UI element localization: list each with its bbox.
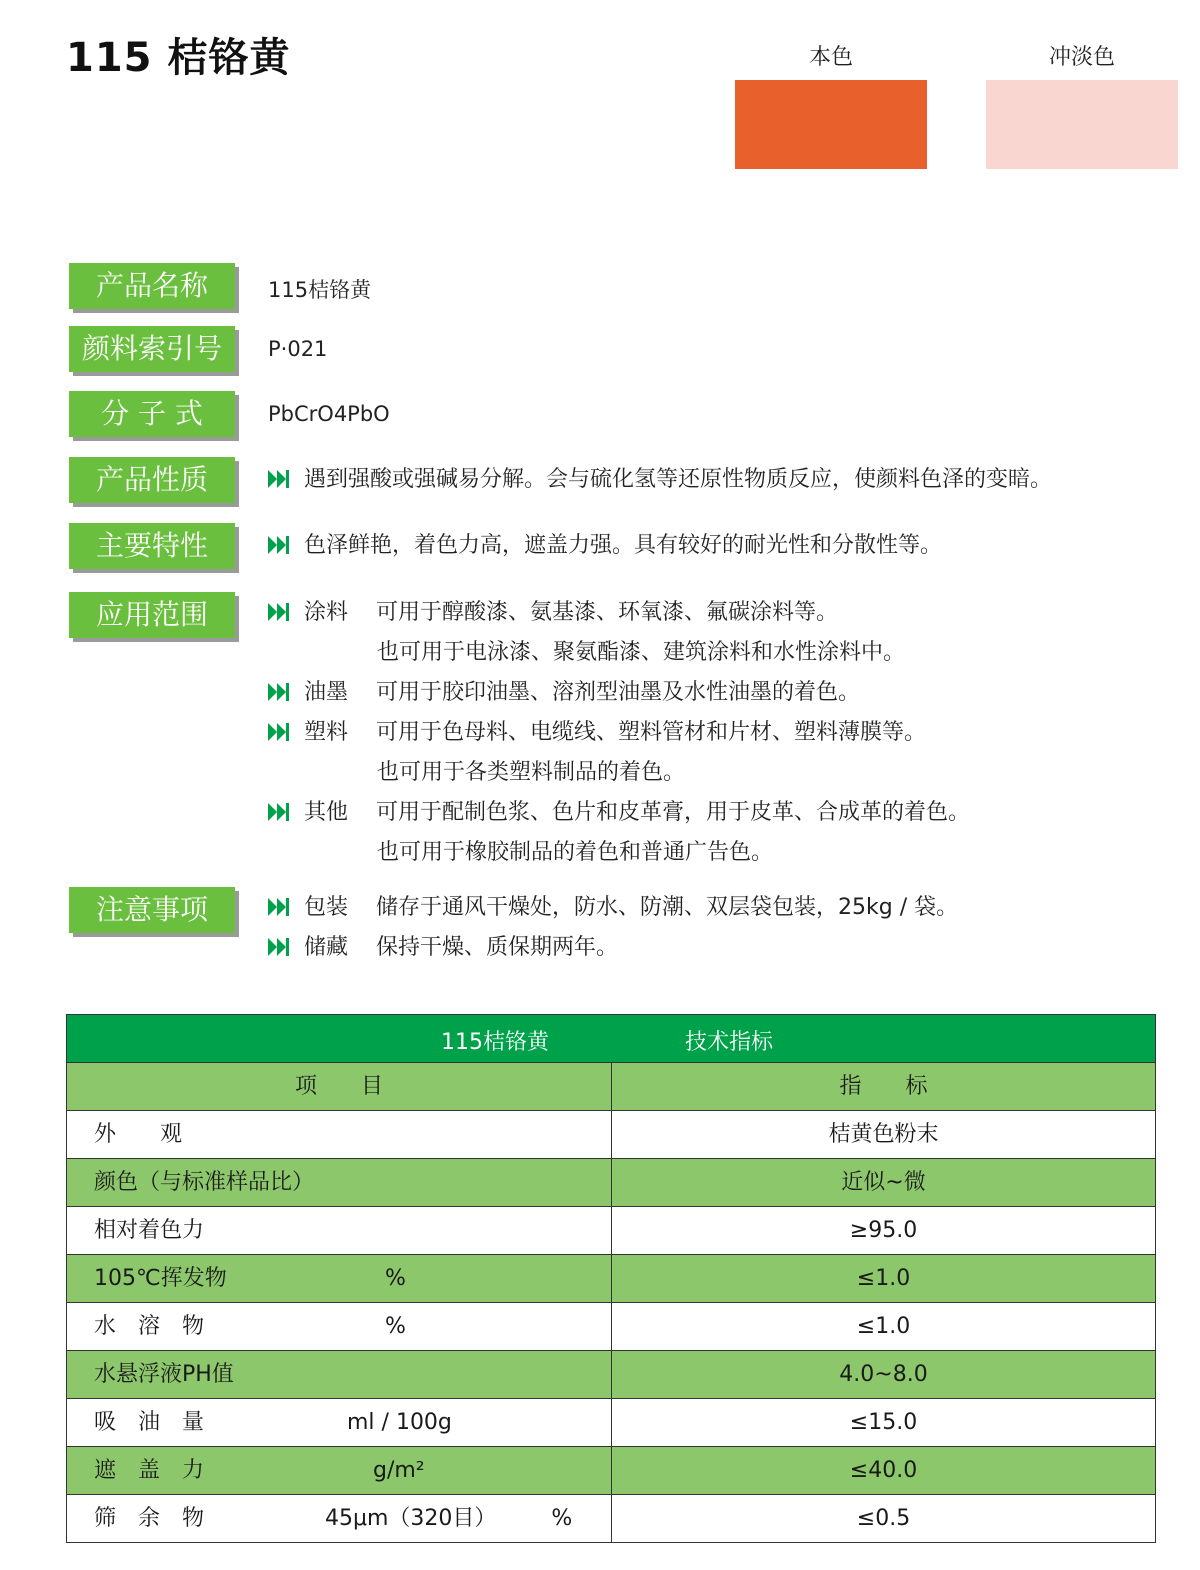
label-formula: 分 子 式 <box>69 391 235 437</box>
table-row <box>67 1159 1155 1207</box>
table-row <box>67 1303 1155 1351</box>
application-name: 塑料 <box>304 720 349 745</box>
table-row <box>67 1495 1155 1542</box>
fast-forward-icon <box>268 938 290 956</box>
table-row <box>67 1255 1155 1303</box>
label-product-name: 产品名称 <box>69 263 235 309</box>
row-item: 相对着色力 <box>67 1207 612 1254</box>
properties-text: 遇到强酸或强碱易分解。会与硫化氢等还原性物质反应，使颜料色泽的变暗。 <box>304 467 1053 492</box>
swatch-label-tint: 冲淡色 <box>1048 45 1115 70</box>
note-item-storage <box>268 933 618 963</box>
table-row <box>67 1447 1155 1495</box>
table-column-header <box>67 1063 1155 1111</box>
fast-forward-icon <box>268 470 290 488</box>
table-row <box>67 1351 1155 1399</box>
application-name: 其他 <box>304 800 349 825</box>
pigment-index-value: P·021 <box>268 337 328 361</box>
application-text: 可用于配制色浆、色片和皮革膏，用于皮革、合成革的着色。 <box>376 800 971 825</box>
application-text: 可用于色母料、电缆线、塑料管材和片材、塑料薄膜等。 <box>376 720 927 745</box>
swatch-base-color <box>735 80 927 169</box>
row-item: 外 观 <box>67 1111 612 1158</box>
application-name: 油墨 <box>304 680 349 705</box>
application-item-other <box>268 798 970 828</box>
note-item-packaging <box>268 893 958 923</box>
fast-forward-icon <box>268 683 290 701</box>
row-item: 吸 油 量 <box>94 1410 205 1435</box>
fast-forward-icon <box>268 898 290 916</box>
application-item-coatings <box>268 598 838 628</box>
fast-forward-icon <box>268 536 290 554</box>
row-value: ≤1.0 <box>856 1314 911 1339</box>
row-item-cell <box>67 1495 612 1542</box>
application-name: 涂料 <box>304 600 349 625</box>
row-item: 水悬浮液PH值 <box>67 1351 612 1398</box>
row-item: 颜色（与标准样品比） <box>67 1159 612 1206</box>
label-properties: 产品性质 <box>69 457 235 503</box>
row-item-cell <box>67 1447 612 1494</box>
features-row <box>268 531 942 561</box>
row-value: ≤40.0 <box>849 1458 918 1483</box>
table-title-product: 115桔铬黄 <box>441 1030 549 1055</box>
features-text: 色泽鲜艳，着色力高，遮盖力强。具有较好的耐光性和分散性等。 <box>304 533 943 558</box>
row-unit: 45μm（320目） % <box>325 1506 573 1531</box>
row-unit: ml / 100g <box>347 1410 452 1435</box>
application-text: 可用于醇酸漆、氨基漆、环氧漆、氟碳涂料等。 <box>376 600 839 625</box>
note-text: 储存于通风干燥处，防水、防潮、双层袋包装，25kg / 袋。 <box>376 895 959 920</box>
application-text: 可用于胶印油墨、溶剂型油墨及水性油墨的着色。 <box>376 680 861 705</box>
product-name-value: 115桔铬黄 <box>268 278 372 302</box>
label-pigment-index: 颜料索引号 <box>69 326 235 372</box>
properties-row <box>268 465 1052 495</box>
fast-forward-icon <box>268 603 290 621</box>
row-item: 筛 余 物 <box>94 1506 205 1531</box>
row-item: 水 溶 物 <box>94 1314 205 1339</box>
label-features: 主要特性 <box>69 523 235 569</box>
row-value: ≤1.0 <box>856 1266 911 1291</box>
column-value-header: 指 标 <box>839 1074 928 1099</box>
page-title: 115 桔铬黄 <box>66 35 291 81</box>
label-notes: 注意事项 <box>69 887 235 933</box>
row-value: 桔黄色粉末 <box>828 1122 939 1147</box>
table-row <box>67 1207 1155 1255</box>
formula-value: PbCrO4PbO <box>268 402 390 426</box>
table-title-row <box>67 1015 1155 1063</box>
swatch-label-base: 本色 <box>808 45 853 70</box>
application-item-plastics <box>268 718 926 748</box>
note-name: 储藏 <box>304 935 349 960</box>
row-unit: % <box>385 1266 406 1291</box>
row-unit: g/m² <box>373 1458 425 1483</box>
row-value: ≥95.0 <box>849 1218 918 1243</box>
row-value: 近似~微 <box>841 1170 926 1195</box>
row-item: 遮 盖 力 <box>94 1458 205 1483</box>
swatch-tint-color <box>986 80 1178 169</box>
fast-forward-icon <box>268 723 290 741</box>
table-row <box>67 1111 1155 1159</box>
row-item-cell <box>67 1399 612 1446</box>
row-value: ≤0.5 <box>856 1506 911 1531</box>
note-name: 包装 <box>304 895 349 920</box>
spec-table <box>66 1014 1156 1543</box>
table-title-spec: 技术指标 <box>685 1030 774 1055</box>
label-applications: 应用范围 <box>69 592 235 638</box>
table-row <box>67 1399 1155 1447</box>
application-text-cont: 也可用于橡胶制品的着色和普通广告色。 <box>377 840 774 865</box>
note-text: 保持干燥、质保期两年。 <box>376 935 619 960</box>
column-item-header: 项 目 <box>67 1063 612 1110</box>
row-item-cell <box>67 1303 612 1350</box>
row-item: 105℃挥发物 <box>94 1266 227 1291</box>
application-item-ink <box>268 678 860 708</box>
application-text-cont: 也可用于电泳漆、聚氨酯漆、建筑涂料和水性涂料中。 <box>377 640 906 665</box>
application-text-cont: 也可用于各类塑料制品的着色。 <box>377 760 686 785</box>
row-value: ≤15.0 <box>849 1410 918 1435</box>
row-item-cell <box>67 1255 612 1302</box>
row-unit: % <box>385 1314 406 1339</box>
fast-forward-icon <box>268 803 290 821</box>
row-value: 4.0~8.0 <box>839 1362 928 1387</box>
